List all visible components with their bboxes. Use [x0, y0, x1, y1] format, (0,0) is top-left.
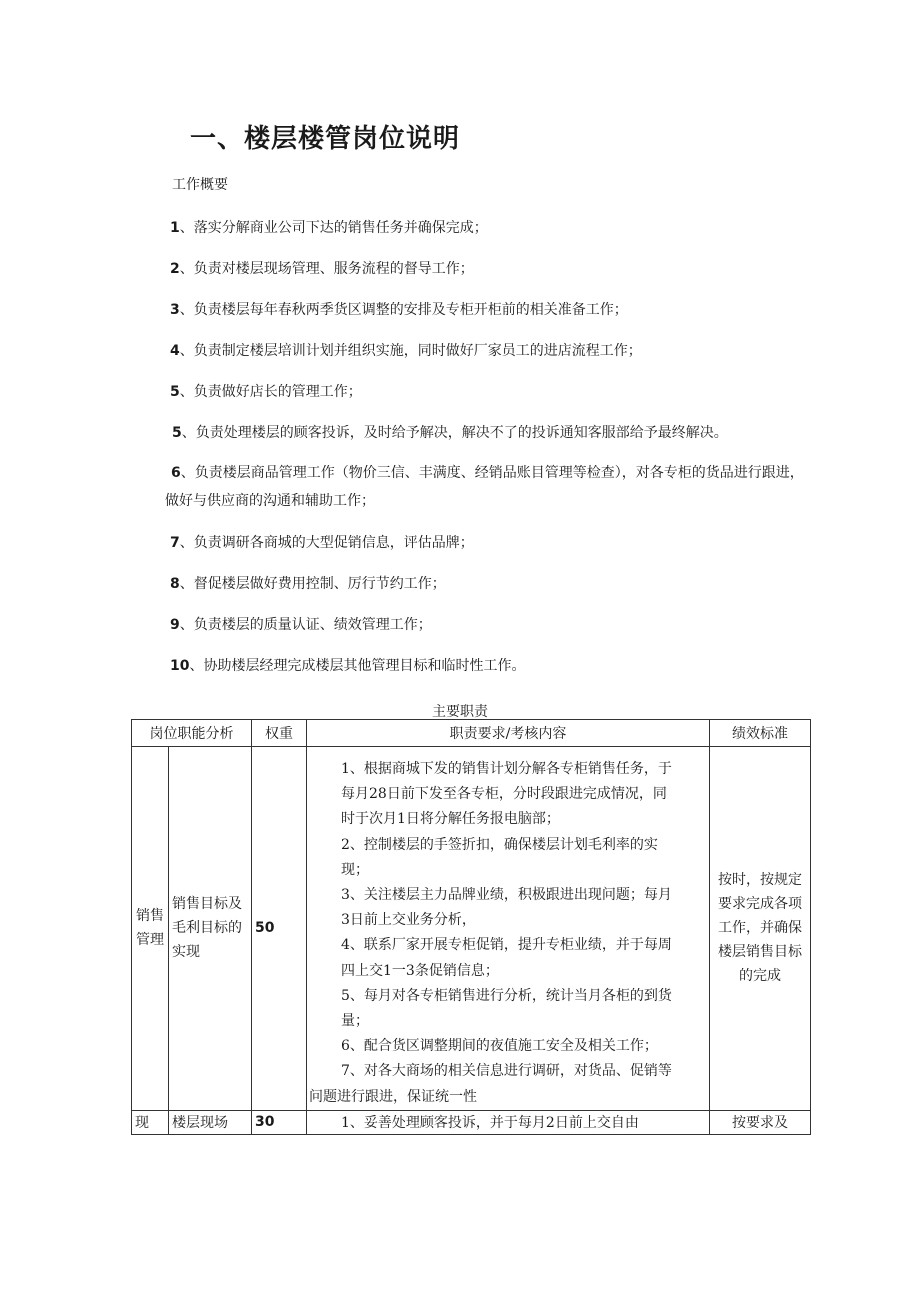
- overview-item: 10、协助楼层经理完成楼层其他管理目标和临时性工作。: [170, 658, 526, 674]
- function-cell: 楼层现场: [169, 1110, 252, 1134]
- duty-line: 现；: [341, 861, 369, 878]
- standard-cell: 按要求及: [710, 1110, 811, 1134]
- page-title: 一、楼层楼管岗位说明: [190, 124, 461, 154]
- overview-item: 4、负责制定楼层培训计划并组织实施，同时做好厂家员工的进店流程工作；: [170, 343, 642, 359]
- duties-cell: 1、妥善处理顾客投诉，并于每月2日前上交自由: [307, 1110, 710, 1134]
- duty-line: 问题进行跟进，保证统一性: [309, 1088, 477, 1105]
- overview-item: 7、负责调研各商城的大型促销信息，评估品牌；: [170, 535, 474, 551]
- weight-cell: 30: [252, 1110, 307, 1134]
- header-weight: 权重: [252, 720, 307, 747]
- table-row: [132, 1110, 811, 1134]
- duties-cell: [307, 747, 710, 1111]
- duty-line: 5、每月对各专柜销售进行分析，统计当月各柜的到货: [341, 987, 672, 1004]
- category-cell: 销售管理: [132, 747, 169, 1111]
- header-analysis: 岗位职能分析: [132, 720, 252, 747]
- duty-line: 6、配合货区调整期间的夜值施工安全及相关工作；: [341, 1038, 658, 1055]
- overview-heading: 工作概要: [172, 177, 228, 193]
- weight-cell: 50: [252, 747, 307, 1111]
- overview-item: 5、负责处理楼层的顾客投诉，及时给予解决，解决不了的投诉通知客服部给予最终解决。: [172, 425, 728, 441]
- overview-item: 5、负责做好店长的管理工作；: [170, 384, 362, 400]
- overview-item: 1、落实分解商业公司下达的销售任务并确保完成；: [170, 220, 488, 236]
- function-cell: 销售目标及毛利目标的实现: [169, 747, 252, 1111]
- header-content: 职责要求/考核内容: [307, 720, 710, 747]
- standard-cell: 按时，按规定要求完成各项工作，并确保楼层销售目标的完成: [710, 747, 811, 1111]
- header-standard: 绩效标准: [710, 720, 811, 747]
- overview-item: 8、督促楼层做好费用控制、厉行节约工作；: [170, 576, 446, 592]
- duty-line: 7、对各大商场的相关信息进行调研，对货品、促销等: [341, 1063, 672, 1080]
- duty-line: 四上交1一3条促销信息；: [341, 962, 499, 979]
- table-header-row: [132, 720, 811, 747]
- duty-line: 4、联系厂家开展专柜促销，提升专柜业绩，并于每周: [341, 937, 672, 954]
- overview-item: 6、负责楼层商品管理工作（物价三信、丰满度、经销品账目管理等检查），对各专柜的货品进行跟进，做好与供应商的沟通和辅助工作；: [165, 465, 804, 509]
- duty-line: 每月28日前下发至各专柜，分时段跟进完成情况，同: [341, 786, 667, 803]
- duty-line: 2、控制楼层的手签折扣，确保楼层计划毛利率的实: [341, 836, 658, 853]
- overview-item: 3、负责楼层每年春秋两季货区调整的安排及专柜开柜前的相关准备工作；: [170, 302, 628, 318]
- table-row: [132, 747, 811, 1111]
- overview-item: 2、负责对楼层现场管理、服务流程的督导工作；: [170, 261, 474, 277]
- table-caption: 主要职责: [432, 704, 488, 720]
- duty-line: 时于次月1日将分解任务报电脑部；: [341, 811, 560, 828]
- duty-line: 量；: [341, 1013, 369, 1030]
- duty-line: 3、关注楼层主力品牌业绩，积极跟进出现问题；每月: [341, 887, 672, 904]
- duty-line: 3日前上交业务分析，: [341, 912, 476, 929]
- duty-line: 1、根据商城下发的销售计划分解各专柜销售任务，于: [341, 761, 672, 777]
- category-cell: 现: [132, 1110, 169, 1134]
- overview-item: 9、负责楼层的质量认证、绩效管理工作；: [170, 617, 432, 633]
- duties-table: [131, 719, 811, 1135]
